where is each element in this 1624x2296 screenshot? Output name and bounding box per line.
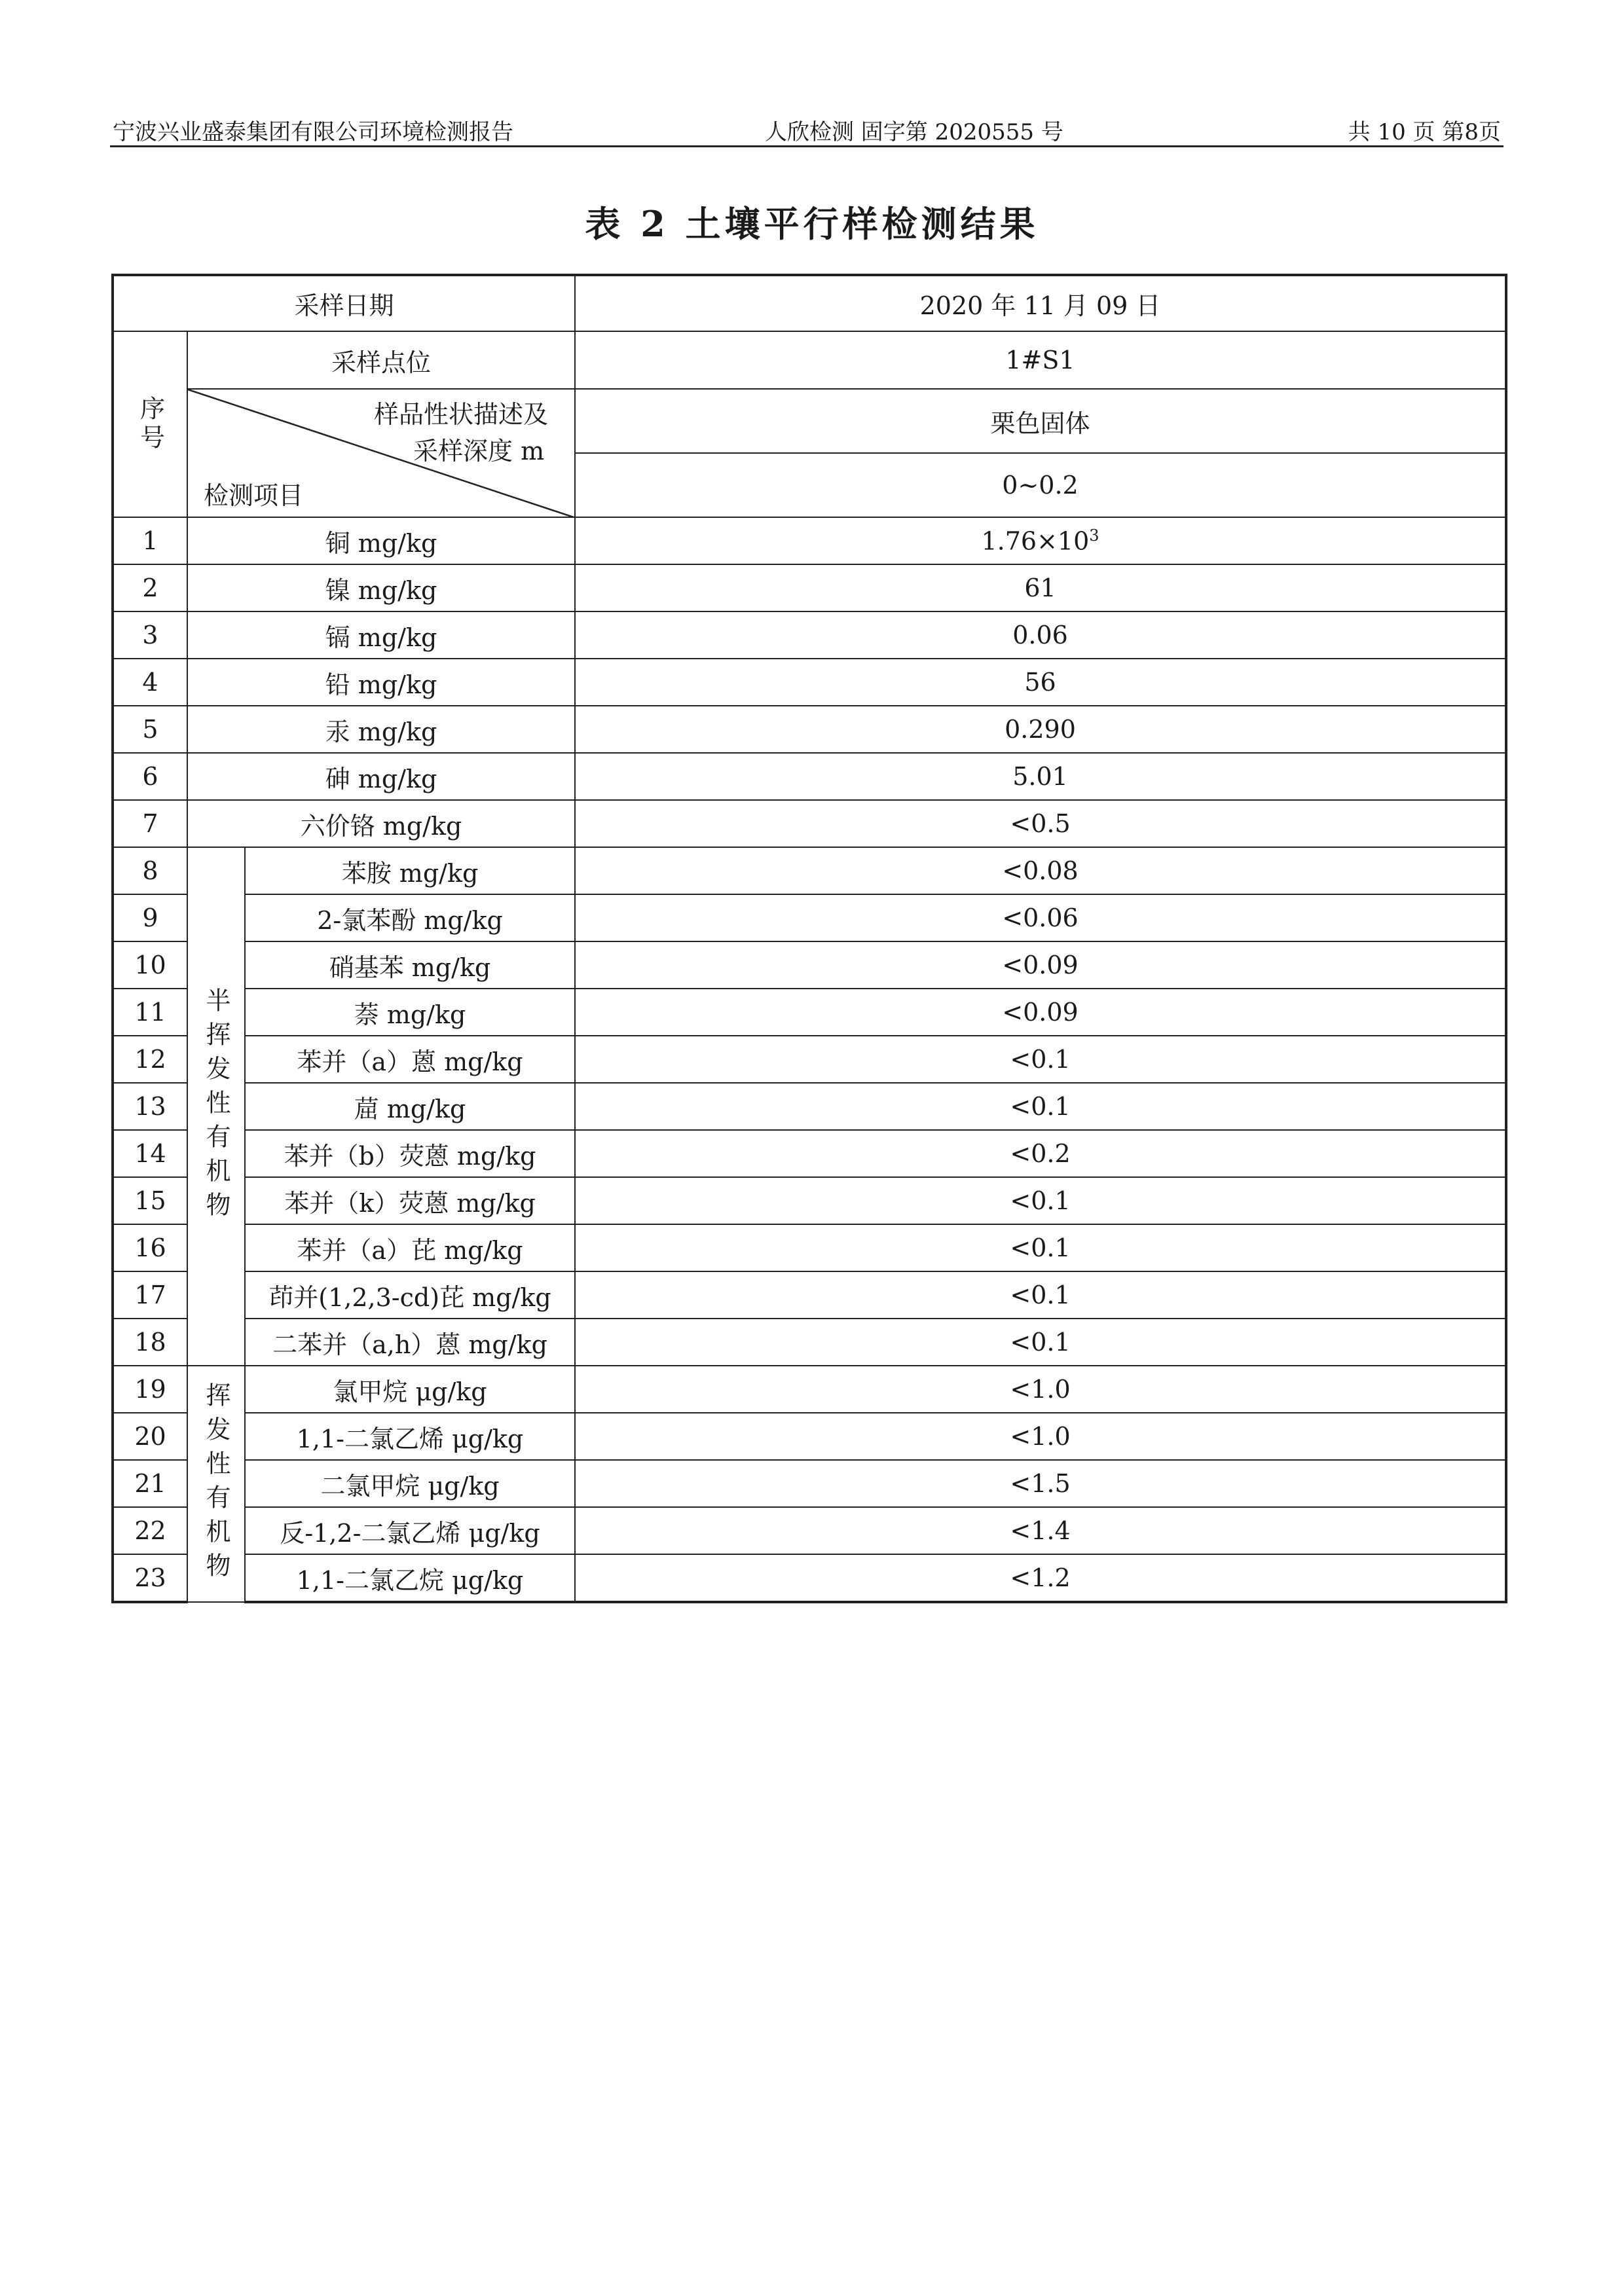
row-value: <0.1 (575, 1271, 1506, 1319)
row-value (575, 564, 1506, 611)
table-row (113, 989, 1506, 1036)
results-table (111, 274, 1507, 1603)
row-value-text: 56 (1024, 668, 1056, 697)
row-value-text: 0.06 (1012, 621, 1068, 649)
row-item: 二氯甲烷 μg/kg (245, 1460, 575, 1507)
row-item: 硝基苯 mg/kg (245, 941, 575, 989)
table-row (113, 1036, 1506, 1083)
row-number: 21 (113, 1460, 187, 1507)
row-number: 6 (113, 753, 187, 800)
row-value: <0.08 (575, 847, 1506, 894)
group-label-vol: 挥发性有机物 (187, 1366, 245, 1602)
row-value-text: 1.76×10 (981, 526, 1090, 556)
table-row (113, 1130, 1506, 1177)
table-row (113, 706, 1506, 753)
table-row (113, 1319, 1506, 1366)
row-value: <1.0 (575, 1413, 1506, 1460)
row-number: 3 (113, 611, 187, 659)
row-number: 9 (113, 894, 187, 941)
row-value: <1.2 (575, 1554, 1506, 1602)
row-item: 苯胺 mg/kg (245, 847, 575, 894)
row-item: 苯并（k）荧蒽 mg/kg (245, 1177, 575, 1224)
item-label: 检测项目 (204, 481, 304, 510)
table-row (113, 1554, 1506, 1602)
row-value: <0.1 (575, 1224, 1506, 1271)
table-row (113, 1224, 1506, 1271)
table-row (113, 1507, 1506, 1554)
row-item: 2-氯苯酚 mg/kg (245, 894, 575, 941)
row-item: 镉 mg/kg (187, 611, 575, 659)
row-value: <0.1 (575, 1083, 1506, 1130)
row-value-text: 5.01 (1012, 762, 1068, 791)
row-item: 砷 mg/kg (187, 753, 575, 800)
row-value: <0.1 (575, 1177, 1506, 1224)
site-value: 1#S1 (575, 331, 1506, 389)
row-item: 萘 mg/kg (245, 989, 575, 1036)
row-value-text: 61 (1024, 574, 1056, 602)
date-value: 2020 年 11 月 09 日 (575, 275, 1506, 331)
row-value: <0.09 (575, 941, 1506, 989)
row-item: 六价铬 mg/kg (187, 800, 575, 847)
row-value: <0.1 (575, 1036, 1506, 1083)
desc-label-line2: 采样深度 m (413, 437, 545, 465)
table-row (113, 800, 1506, 847)
row-value: <0.06 (575, 894, 1506, 941)
row-item: 氯甲烷 μg/kg (245, 1366, 575, 1413)
row-item: 汞 mg/kg (187, 706, 575, 753)
row-value: <0.09 (575, 989, 1506, 1036)
date-label: 采样日期 (113, 275, 575, 331)
desc-label (374, 396, 548, 469)
row-number: 16 (113, 1224, 187, 1271)
table-row (113, 894, 1506, 941)
seq-label: 序号 (113, 331, 187, 517)
row-number: 15 (113, 1177, 187, 1224)
row-item: 1,1-二氯乙烯 μg/kg (245, 1413, 575, 1460)
row-number: 20 (113, 1413, 187, 1460)
row-item: 二苯并（a,h）蒽 mg/kg (245, 1319, 575, 1366)
row-number: 1 (113, 517, 187, 564)
depth-value: 0~0.2 (575, 453, 1506, 517)
row-number: 8 (113, 847, 187, 894)
row-item: 1,1-二氯乙烷 μg/kg (245, 1554, 575, 1602)
row-number: 12 (113, 1036, 187, 1083)
page-header (110, 110, 1504, 147)
desc-label-line1: 样品性状描述及 (373, 400, 548, 429)
row-value-text: <0.5 (1010, 809, 1071, 838)
site-label: 采样点位 (187, 331, 575, 389)
table-row (113, 847, 1506, 894)
row-number: 10 (113, 941, 187, 989)
header-company: 宁波兴业盛泰集团有限公司环境检测报告 (113, 119, 513, 145)
row-number: 5 (113, 706, 187, 753)
row-value: <0.2 (575, 1130, 1506, 1177)
row-value (575, 800, 1506, 847)
row-number: 13 (113, 1083, 187, 1130)
row-number: 2 (113, 564, 187, 611)
row-number: 18 (113, 1319, 187, 1366)
row-item: 铅 mg/kg (187, 659, 575, 706)
table-row (113, 941, 1506, 989)
table-row (113, 611, 1506, 659)
row-item: 䓛 mg/kg (245, 1083, 575, 1130)
row-value: <1.4 (575, 1507, 1506, 1554)
row-value (575, 611, 1506, 659)
table-row (113, 1083, 1506, 1130)
row-item: 反-1,2-二氯乙烯 μg/kg (245, 1507, 575, 1554)
row-value (575, 706, 1506, 753)
row-value: <1.5 (575, 1460, 1506, 1507)
table-row (113, 517, 1506, 564)
row-item: 镍 mg/kg (187, 564, 575, 611)
header-page-count: 共 10 页 第8页 (1348, 119, 1501, 145)
table-row (113, 1177, 1506, 1224)
row-value: <1.0 (575, 1366, 1506, 1413)
row-number: 4 (113, 659, 187, 706)
row-value: <0.1 (575, 1319, 1506, 1366)
row-number: 22 (113, 1507, 187, 1554)
row-item: 苯并（a）芘 mg/kg (245, 1224, 575, 1271)
table-row (113, 1460, 1506, 1507)
row-number: 14 (113, 1130, 187, 1177)
group-label-semi: 半挥发性有机物 (187, 847, 245, 1366)
row-item: 铜 mg/kg (187, 517, 575, 564)
table-title: 表 2 土壤平行样检测结果 (585, 203, 1039, 245)
row-value-text: 0.290 (1005, 715, 1076, 744)
table-row (113, 564, 1506, 611)
row-item: 苯并（b）荧蒽 mg/kg (245, 1130, 575, 1177)
diagonal-header-cell (187, 389, 575, 517)
table-row (113, 753, 1506, 800)
row-value (575, 753, 1506, 800)
row-value (575, 517, 1506, 564)
row-number: 17 (113, 1271, 187, 1319)
row-item: 苯并（a）蒽 mg/kg (245, 1036, 575, 1083)
desc-value: 栗色固体 (575, 389, 1506, 453)
table-row (113, 659, 1506, 706)
table-row (113, 1413, 1506, 1460)
row-value (575, 659, 1506, 706)
table-row (113, 1366, 1506, 1413)
row-number: 23 (113, 1554, 187, 1602)
row-number: 11 (113, 989, 187, 1036)
header-report-number: 人欣检测 固字第 2020555 号 (765, 119, 1063, 145)
row-item: 茚并(1,2,3-cd)芘 mg/kg (245, 1271, 575, 1319)
table-row (113, 1271, 1506, 1319)
row-value-exponent: 3 (1089, 526, 1099, 545)
row-number: 7 (113, 800, 187, 847)
row-number: 19 (113, 1366, 187, 1413)
